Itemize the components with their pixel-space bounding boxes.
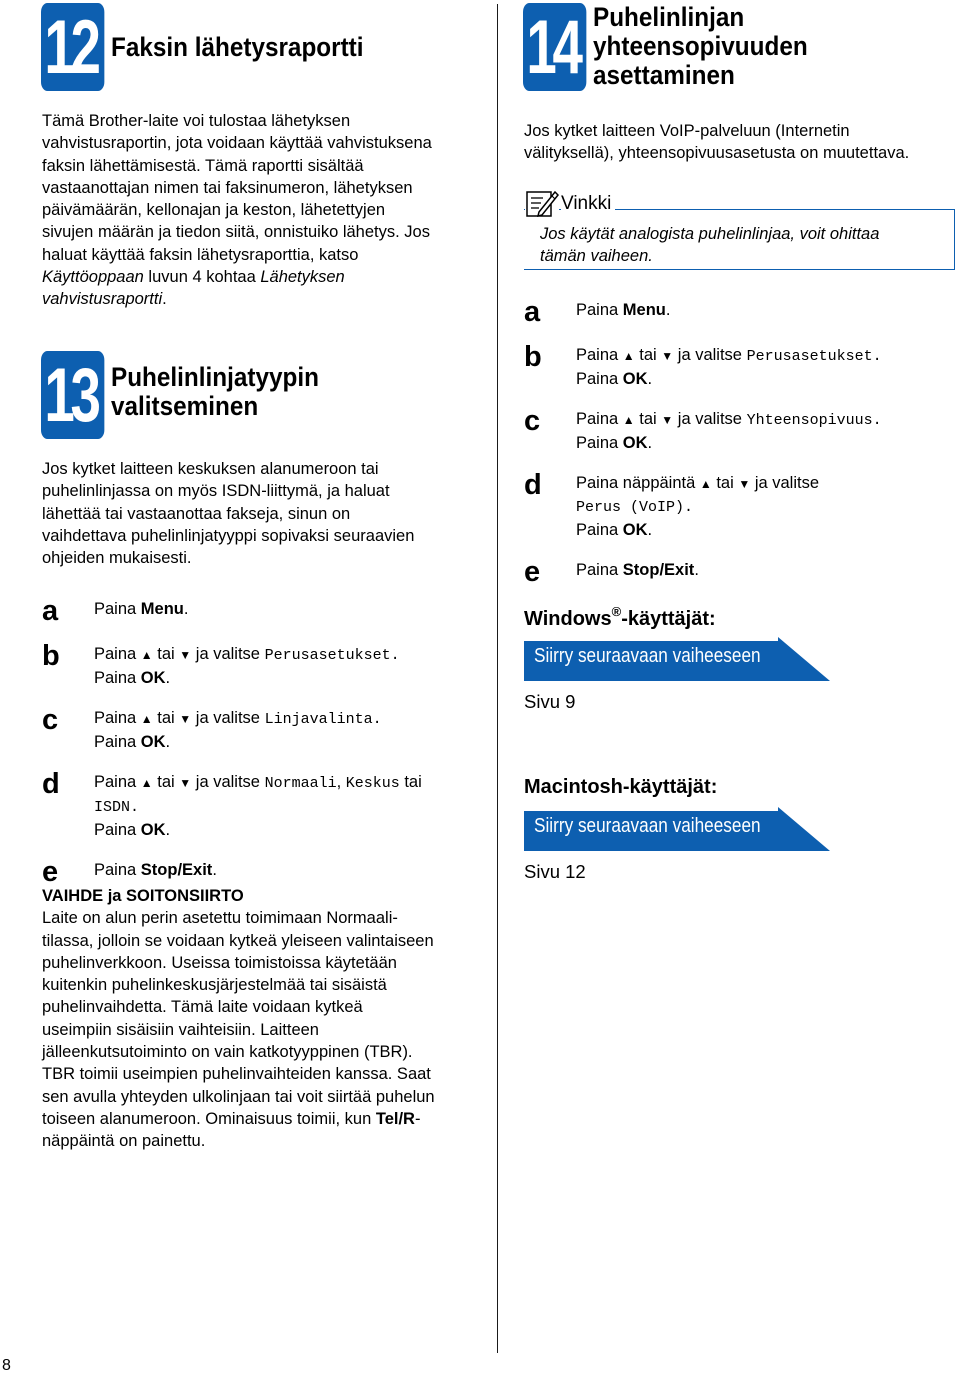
step-letter: e [42, 856, 59, 888]
text-span: Paina [94, 733, 141, 751]
section-13-header [41, 351, 342, 439]
text-line: ohjeiden mukaisesti. [42, 549, 192, 568]
step-number-badge: 12 [41, 3, 104, 91]
text-line [94, 795, 422, 819]
text-span: luvun 4 kohtaa [143, 268, 261, 287]
step-text [94, 707, 382, 753]
text-line: useimpiin sisäisiin vaihteisiin. Laitteen [42, 1020, 319, 1039]
text-span: Paina [576, 301, 623, 319]
text-span: . [647, 434, 653, 452]
key-name: Tel/R [375, 1109, 415, 1128]
text-line [576, 408, 882, 432]
down-arrow-icon: ▼ [179, 648, 192, 662]
text-line: sivujen määrän ja tiedon siitä, onnistuiko lähetys. Jos [42, 223, 430, 242]
up-arrow-icon: ▲ [140, 776, 153, 790]
step-text [576, 344, 882, 390]
text-span: ja valitse [191, 645, 265, 663]
page-number: 8 [2, 1357, 11, 1373]
section-14-header [523, 3, 832, 91]
menu-option: Linjavalinta. [264, 711, 382, 728]
key-name: OK [622, 521, 648, 539]
text-span: tai [152, 709, 180, 727]
text-line: lähettää tai vastaanottaa fakseja, sinun on [42, 504, 351, 523]
step-c [524, 405, 958, 454]
step-b [524, 341, 958, 390]
menu-option: Normaali [264, 775, 337, 792]
step-letter: c [42, 704, 59, 736]
text-line [576, 472, 819, 495]
text-span: Windows [524, 608, 612, 630]
step-c [42, 704, 482, 753]
text-span: tai [152, 645, 180, 663]
step-text [94, 771, 422, 841]
step-number-badge: 13 [41, 351, 104, 439]
text-line [42, 1108, 482, 1130]
up-arrow-icon: ▲ [622, 349, 635, 363]
step-text [576, 472, 819, 541]
section-12-body [42, 110, 482, 311]
step-letter: b [42, 640, 60, 672]
text-line [94, 819, 422, 841]
text-span: Paina [94, 861, 141, 879]
text-span: - [414, 1109, 421, 1128]
down-arrow-icon: ▼ [661, 413, 674, 427]
pencil-note-icon [525, 188, 559, 220]
section-14-steps [524, 296, 958, 588]
menu-option: ISDN. [94, 799, 140, 816]
text-line: näppäintä on painettu. [42, 1132, 206, 1151]
mac-next-step-banner[interactable] [524, 807, 830, 851]
text-span: -käyttäjät: [621, 608, 716, 630]
text-span: ja valitse [750, 474, 820, 492]
text-line [576, 495, 819, 519]
step-text [576, 299, 670, 325]
text-line: jälleenkutsutoiminto on vain katkotyyppinen (TBR). [42, 1043, 413, 1062]
key-name: Stop/Exit [140, 861, 213, 879]
menu-option: Keskus [345, 775, 400, 792]
text-span: Paina [576, 370, 623, 388]
title-line: valitseminen [111, 391, 259, 421]
title-line: Puhelinlinjatyypin [111, 362, 319, 392]
step-letter: b [524, 341, 542, 373]
text-line [576, 368, 882, 390]
text-line: vahvistusraportin, jota voidaan käyttää vahvistuksena [42, 134, 432, 153]
step-a [42, 595, 482, 627]
section-12-header [41, 3, 392, 91]
mac-heading: Macintosh-käyttäjät: [524, 776, 718, 798]
text-line: faksin lähettämisestä. Tämä raportti sisältää [42, 156, 364, 175]
key-name: OK [140, 669, 166, 687]
down-arrow-icon: ▼ [738, 477, 751, 491]
text-span: , [336, 773, 346, 791]
column-divider [497, 4, 498, 1353]
key-name: OK [622, 370, 648, 388]
windows-next-step-banner[interactable] [524, 637, 830, 681]
text-span: Paina [94, 821, 141, 839]
text-line: kuitenkin puhelinkeskusjärjestelmää tai sisäistä [42, 976, 387, 995]
note-header [525, 188, 615, 220]
text-span: Paina [576, 521, 623, 539]
text-span: . [647, 521, 653, 539]
text-line: Laite on alun perin asetettu toimimaan Normaali- [42, 909, 398, 928]
text-line [42, 266, 482, 288]
text-line: vaihdettava puhelinlinjatyyppi sopivaksi seuraavien [42, 526, 415, 545]
step-text [94, 859, 217, 885]
text-line: puhelinvaihdetta. Tämä laite voidaan kytkeä [42, 998, 363, 1017]
text-line: päivämäärän, kellonajan ja keston, lähetettyjen [42, 201, 386, 220]
text-span: toiseen alanumeroon. Ominaisuus toimii, kun [42, 1109, 376, 1128]
down-arrow-icon: ▼ [179, 712, 192, 726]
down-arrow-icon: ▼ [661, 349, 674, 363]
text-span: . [165, 669, 171, 687]
banner-label: Siirry seuraavaan vaiheeseen [534, 645, 761, 667]
text-span: tai [634, 346, 662, 364]
text-line [42, 288, 482, 310]
step-e [524, 556, 958, 588]
windows-page-ref: Sivu 9 [524, 691, 576, 712]
text-line: vastaanottajan nimen tai faksinumeron, lähetyksen [42, 178, 413, 197]
text-span: Paina [94, 773, 141, 791]
text-span: tai [152, 773, 180, 791]
text-span: ja valitse [191, 709, 265, 727]
text-span: ja valitse [673, 410, 747, 428]
text-line [94, 667, 400, 689]
step-text [576, 559, 699, 585]
note-text [540, 223, 950, 267]
section-12-title: Faksin lähetysraportti [111, 31, 364, 62]
section-14-title [593, 3, 808, 90]
step-letter: a [524, 296, 541, 328]
manual-reference: Käyttöoppaan [42, 268, 144, 287]
text-span: . [647, 370, 653, 388]
step-d [524, 469, 958, 541]
text-span: Paina [94, 645, 141, 663]
text-line: puhelinlinjassa on myös ISDN-liittymä, ja haluat [42, 482, 390, 501]
section-13-steps [42, 595, 482, 888]
manual-reference: Lähetyksen [260, 268, 345, 287]
banner-label: Siirry seuraavaan vaiheeseen [534, 815, 761, 837]
step-text [576, 408, 882, 454]
registered-mark: ® [611, 604, 622, 619]
text-span: . [665, 301, 671, 319]
text-line: haluat käyttää faksin lähetysraporttia, katso [42, 245, 359, 264]
down-arrow-icon: ▼ [179, 776, 192, 790]
manual-reference: vahvistusraportti [42, 290, 163, 309]
text-span: Paina [576, 346, 623, 364]
menu-option: Perusasetukset. [746, 348, 882, 365]
up-arrow-icon: ▲ [140, 648, 153, 662]
text-span: . [212, 861, 217, 879]
text-line: sen avulla yhteyden ulkolinjaan tai voit siirtää puhelun [42, 1087, 435, 1106]
section-13-title [111, 363, 319, 421]
key-name: OK [140, 733, 166, 751]
section-13-intro [42, 458, 482, 569]
key-name: Menu [140, 600, 184, 618]
text-line [576, 344, 882, 368]
text-span: tai [634, 410, 662, 428]
up-arrow-icon: ▲ [699, 477, 712, 491]
title-line: yhteensopivuuden [593, 30, 808, 61]
step-e [42, 856, 482, 888]
text-line [94, 771, 422, 795]
text-span: . [183, 600, 189, 618]
text-line [94, 707, 382, 731]
title-line: Puhelinlinjan [593, 1, 745, 32]
section-14-intro [524, 120, 958, 165]
text-line: Jos kytket laitteen keskuksen alanumeroon tai [42, 460, 379, 478]
text-line [576, 519, 819, 541]
step-text [94, 598, 188, 624]
text-line: Jos käytät analogista puhelinlinjaa, voit ohittaa [540, 225, 880, 243]
key-name: Stop/Exit [622, 561, 695, 579]
text-span: ja valitse [191, 773, 265, 791]
step-a [524, 296, 958, 328]
text-span: Paina [576, 561, 623, 579]
text-line: välityksellä), yhteensopivuusasetusta on muutettava. [524, 144, 910, 163]
step-number-badge: 14 [523, 3, 586, 91]
text-span: . [165, 733, 171, 751]
text-line: puhelinverkkoon. Useissa toimistoissa käytetään [42, 953, 397, 972]
text-line: Tämä Brother-laite voi tulostaa lähetyksen [42, 112, 351, 130]
step-b [42, 640, 482, 689]
text-span: Paina näppäintä [576, 474, 700, 492]
windows-heading [524, 604, 716, 631]
text-span: Paina [94, 600, 141, 618]
title-line: asettaminen [593, 59, 735, 90]
step-letter: e [524, 556, 541, 588]
text-line [94, 731, 382, 753]
step-letter: a [42, 595, 59, 627]
text-span: tai [399, 773, 422, 791]
step-letter: d [42, 768, 60, 800]
menu-option: Yhteensopivuus. [746, 412, 882, 429]
text-span: Paina [576, 410, 623, 428]
text-line [576, 432, 882, 454]
text-span: Paina [94, 669, 141, 687]
text-span: . [694, 561, 699, 579]
subsection-heading: VAIHDE ja SOITONSIIRTO [42, 887, 244, 905]
text-span: Paina [94, 709, 141, 727]
mac-page-ref: Sivu 12 [524, 861, 586, 882]
text-line: tilassa, jolloin se voidaan kytkeä yleiseen valintaiseen [42, 931, 434, 950]
step-letter: c [524, 405, 541, 437]
text-span: tai [711, 474, 739, 492]
menu-option: Perus (VoIP). [576, 499, 694, 516]
up-arrow-icon: ▲ [140, 712, 153, 726]
text-span: Paina [576, 434, 623, 452]
text-span: . [162, 290, 167, 309]
step-d [42, 768, 482, 841]
key-name: OK [622, 434, 648, 452]
text-line: TBR toimii useimpien puhelinvaihteiden kanssa. Saat [42, 1065, 431, 1084]
text-line: tämän vaiheen. [540, 247, 653, 265]
step-letter: d [524, 469, 542, 501]
key-name: Menu [622, 301, 666, 319]
menu-option: Perusasetukset. [264, 647, 400, 664]
text-line: Jos kytket laitteen VoIP-palveluun (Internetin [524, 122, 850, 140]
text-span: . [165, 821, 171, 839]
text-span: ja valitse [673, 346, 747, 364]
step-text [94, 643, 400, 689]
text-line [94, 643, 400, 667]
vaihde-section [42, 885, 482, 1153]
note-title: Vinkki [561, 193, 615, 215]
up-arrow-icon: ▲ [622, 413, 635, 427]
key-name: OK [140, 821, 166, 839]
